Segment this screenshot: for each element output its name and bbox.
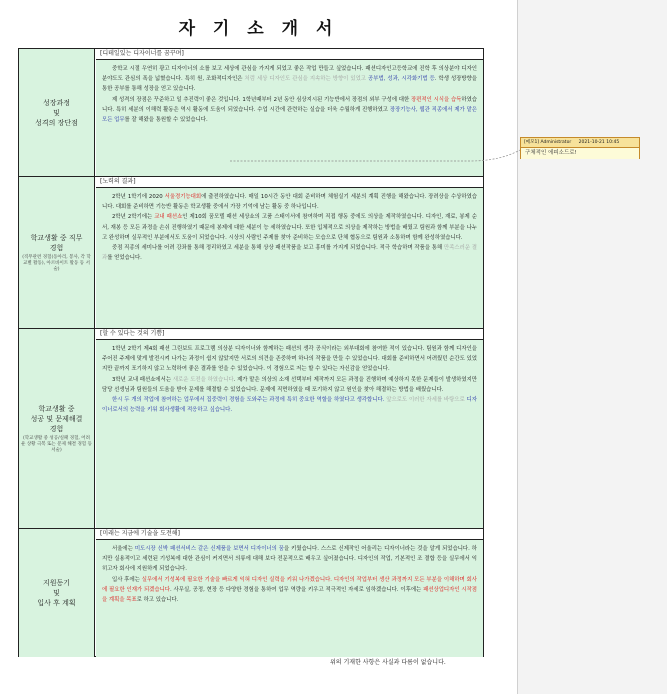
section-content-cell[interactable] (96, 529, 483, 657)
highlighted-text: 앞으로도 이러한 자세를 바탕으로 (386, 397, 465, 404)
section-heading: [할 수 있다는 것의 기쁨] (96, 329, 483, 340)
section-paragraph (102, 64, 477, 95)
section-heading: [미래는 지금에 기술을 도전해] (96, 529, 483, 540)
paragraph-text: . 학생 성장방향을 통한 공부를 통해 성장을 얻고 있습니다. (102, 76, 477, 93)
highlighted-text: 장장기능사, 웹관 직종에서 제가 맡은 모든 업무 (102, 106, 477, 124)
section-school-experience (19, 176, 483, 329)
section-paragraph (102, 212, 477, 243)
section-heading: [노력의 결과] (96, 177, 483, 188)
section-heading: [디테일있는 디자이너를 꿈꾸며] (96, 49, 483, 60)
paragraph-text: 인 제10회 꿈모델 패션 세상쇼의 고품 스태이서에 참여하며 직접 행동 중에도 의상을 제작하였습니다. 디자인, 재료, 봉제 순서, 재봉 등 모든 과정을 손쉬 진행하였기 때문에 봉제에 대한 세분이 능 세하였습니다. 또한 입체적으로 의상을 제작하는 방법을 배웠고 팀원과 함께 부분을 나누고 완성하며 실무적인 부분에서도 도움이 되었습니다. 시상의 사람인 주제를 찾아 준비하는 모습으로 단체 협동으로 팀원과 소통하며 함께 완성하였습니다. (102, 214, 477, 241)
section-content-cell[interactable] (96, 329, 483, 529)
section-label-note: (직무관련 경험(동아리, 봉사, 각 학교별 활동), 아르바이트 활동 등 서술) (22, 255, 91, 272)
paragraph-text: 서울에는 (112, 546, 135, 552)
paragraph-text: 하였습니다. 특히 세분의 이해력 활동은 역시 활동에 도움이 되었습니다. 수업 시간에 관련하는 실습을 더욱 수월하게 진행하였고 (102, 96, 477, 113)
section-label-cell (19, 329, 95, 529)
comment-author: [메모1] Administrator (524, 140, 572, 145)
paragraph-text: 입사 후에는 (112, 576, 142, 583)
section-body[interactable] (96, 540, 483, 657)
section-label: 학교생활 중 직무 경험 (30, 234, 83, 252)
section-label: 지원동기 및 입사 후 계획 (37, 579, 76, 607)
footer-declaration: 위의 기재한 사항은 사실과 다름이 없습니다. (330, 659, 446, 666)
highlighted-text: 만족스러운 결과 (102, 245, 477, 262)
highlighted-text: 한시 두 개의 작업에 참여하는 업무에서 집중력이 경험을 도와주는 과정에 특히 중요한 역할을 하였다고 생각합니다. (112, 397, 385, 404)
section-problem-solving (19, 328, 483, 529)
section-paragraph (102, 95, 477, 126)
paragraph-text: 2학년 2학기에는 (112, 214, 155, 221)
comment-text[interactable]: 구체적인 에피소드로! (521, 148, 639, 159)
section-label: 학교생활 중 성공 및 문제해결 경험 (30, 405, 83, 433)
section-body[interactable] (96, 188, 483, 329)
section-label-cell (19, 529, 95, 657)
section-motivation (19, 528, 483, 657)
section-label-cell (19, 177, 95, 329)
section-content-cell[interactable] (96, 177, 483, 329)
comment-balloon[interactable] (520, 137, 640, 159)
paragraph-text: 에 출전하였습니다. 매일 10시간 동안 대회 준비하며 체험실기 세분의 계획 진행을 해왔습니다. 장려상을 수상하였습니다. 대회를 준비하면 기능반 활동은 학교생활 중에서 가장 기억에 남는 활동 중 하나입니다. (102, 194, 477, 211)
section-paragraph (102, 544, 477, 575)
self-introduction-table (18, 48, 484, 657)
paragraph-text: 중학교 시절 우연히 광고 디자이너의 소를 보고 세상에 관심을 가지게 되었고 좋은 작업 만들고 싶었습니다. 패션디자인고등학교에 진학 후 의상분야 디자인 분야도도 관심의 폭을 넓혔습니다. 특히 원, 조화적디자인은 (102, 66, 477, 83)
section-label-cell (19, 49, 95, 176)
section-body[interactable] (96, 60, 483, 176)
paragraph-text: 1학년 2학기 제4회 패션 그린보트 프로그램 의상분 디자이너와 함께하는 패션의 생각 공식이라는 외부대회에 참여한 적이 있습니다. 팀원과 함께 디자인을 주어진 주제에 맞게 발전시켜 나가는 과정이 쉽지 않았지만 서로의 의견을 존중하며 하나의 작품을 만들 수 있었습니다. 대회를 준비하면서 어려웠던 순간도 있었지만 끝까지 포기하지 않고 노력하여 좋은 결과를 얻을 수 있었습니다. 이 경험으로 저는 할 수 있다는 자신감을 얻었습니다. (102, 346, 477, 373)
section-paragraph (102, 375, 477, 395)
highlighted-text: 공부법, 성과, 시각화기법 등 (368, 76, 435, 83)
section-content-cell[interactable] (96, 49, 483, 176)
highlighted-text: 패션상업디자인 시작점을 계획을 목표 (102, 586, 477, 604)
section-body[interactable] (96, 340, 483, 529)
section-label-note: (학교생활 중 성공/실패 경험, 어려운 상황 극복 또는 문제 해결 경험 등 서술) (21, 436, 92, 453)
highlighted-text: 교내 패션쇼 (154, 214, 183, 221)
highlighted-text: 장편적인 시식을 습득 (410, 96, 462, 103)
comment-header (521, 138, 639, 148)
section-growth (19, 49, 483, 176)
section-paragraph (102, 395, 477, 415)
highlighted-text: 미도시장 신박 패션서비스 같은 신제품을 보면서 디자이너의 꿈 (134, 546, 284, 552)
section-paragraph (102, 344, 477, 375)
highlighted-text: 처럼 세상 디자인도 관심을 지속하는 방향이 있었고 (244, 76, 366, 83)
paragraph-text: 로 하고 있습니다. (136, 597, 179, 604)
highlighted-text: 서울경기능대회 (164, 194, 202, 200)
paragraph-text: 를 얻었습니다. (107, 255, 142, 262)
paragraph-text: 3학년 교내 패션쇼에서는 (112, 376, 173, 383)
paragraph-text: . 사무실, 공정, 현장 등 다양한 경험을 통하여 업무 역량을 키우고 적극적인 자세로 임하겠습니다. 이후에는 (170, 586, 424, 593)
highlighted-text: 실무에서 기성복에 필요한 기술을 빠르게 익혀 디자인 실력을 키워 나가겠습니다. 디자인의 작업부터 생산 과정까지 모든 부분을 이해하며 회사에 필요한 인재가 되겠습니다 (102, 576, 477, 593)
paragraph-text: 을 키웠습니다. 스스로 신제작인 어울리는 디자이너라는 것을 알게 되었습니다. 하지만 실용적이고 세련된 기성복에 대한 관심이 커지면서 의류에 대해 보다 전문적으로 배우고 싶어졌습니다. 디자인의 작업, 기본적인 조 결합 등을 실무에서 익히고자 회사에 지원하게 되었습니다. (102, 546, 477, 573)
section-paragraph (102, 192, 477, 212)
section-paragraph (102, 243, 477, 263)
paragraph-text: 제 성격의 장점은 꾸준하고 일 추진력이 좋은 것입니다. 1학년때부터 2년 동안 심상지시된 기능반에서 장점의 외부 구성에 대한 (112, 96, 411, 103)
section-paragraph (102, 575, 477, 606)
paragraph-text: 2학년 1학기에 2020 (112, 194, 165, 200)
paragraph-text: 를 잘 해왔을 통원할 수 있었습니다. (124, 117, 208, 124)
comment-date: 2021-10-21 10:45 (578, 140, 620, 145)
highlighted-text: 새로운 도전을 하였습니다 (172, 376, 234, 383)
comment-pane (517, 0, 667, 694)
highlighted-text: 디자이너로서의 능력을 키워 회사생활에 적응하고 싶습니다. (102, 397, 478, 414)
section-label: 성장과정 및 성격의 장단점 (35, 98, 78, 127)
paragraph-text: 중점 직종의 세미나를 어려 강좌를 통해 정리하였고 세분을 통해 상상 패션작품을 보고 흥미를 가지게 되었습니다. 적극 학습하며 작품을 통해 (112, 245, 444, 252)
document-title: 자 기 소 개 서 (178, 19, 339, 39)
paragraph-text: . 제가 맡은 의상의 소재 선택부터 제작까지 모든 과정을 진행하며 예상하지 못한 문제들이 발생하였지만 담당 선생님과 팀원들의 도움을 받아 문제를 해결할 수 있었습니다. 문제에 직면하였을 때 포기하지 않고 원인을 찾아 해결하는 방법을 배웠습니다. (102, 376, 477, 393)
